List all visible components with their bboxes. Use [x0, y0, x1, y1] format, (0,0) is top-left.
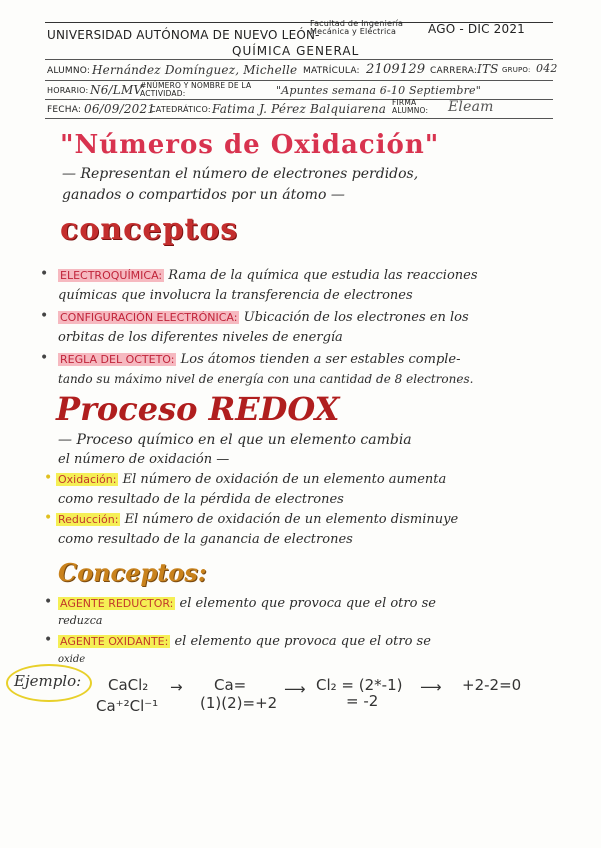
definition-line: El número de oxidación de un elemento aumenta: [122, 472, 447, 487]
firma-label: FIRMA ALUMNO:: [392, 98, 429, 115]
grupo-label: GRUPO:: [502, 66, 531, 74]
course-name: QUÍMICA GENERAL: [232, 44, 360, 58]
arrow-icon: ⟶: [420, 678, 442, 696]
definition-line: reduzca: [58, 614, 103, 627]
arrow-icon: →: [170, 678, 183, 696]
definition-line: como resultado de la pérdida de electrones: [58, 492, 344, 507]
carrera-label: CARRERA:: [430, 66, 478, 76]
horario-label: HORARIO:: [47, 86, 89, 95]
redox-item: [56, 472, 446, 487]
arrow-icon: ⟶: [284, 680, 306, 698]
student-label: ALUMNO:: [47, 66, 91, 76]
intro-line-1: — Representan el número de electrones perdidos,: [62, 166, 419, 182]
fecha-value: 06/09/2021: [84, 102, 156, 116]
definition-line: el elemento que provoca que el otro se: [174, 634, 431, 649]
term-highlight: ELECTROQUÍMICA:: [60, 269, 163, 282]
catedratico-value: Fatima J. Pérez Balquiarena: [212, 102, 387, 116]
step2-top: Cl₂ = (2*-1): [316, 676, 403, 694]
term-highlight: AGENTE REDUCTOR:: [60, 597, 174, 610]
term-highlight: AGENTE OXIDANTE:: [60, 635, 169, 648]
catedratico-label: CATEDRÁTICO:: [150, 105, 211, 114]
redox-intro-line-2: el número de oxidación —: [58, 452, 230, 467]
matricula-label: MATRÍCULA:: [303, 66, 360, 76]
term-highlight: REGLA DEL OCTETO:: [60, 353, 175, 366]
redox-intro-line-1: — Proceso químico en el que un elemento cambia: [58, 432, 412, 448]
formula-bottom: Ca⁺²Cl⁻¹: [96, 697, 159, 715]
header-divider: [45, 118, 553, 119]
university-name: UNIVERSIDAD AUTÓNOMA DE NUEVO LEÓN-: [47, 28, 320, 42]
concept-item: [58, 352, 461, 367]
matricula-value: 2109129: [366, 62, 426, 77]
definition-line: tando su máximo nivel de energía con una cantidad de 8 electrones.: [58, 372, 474, 386]
section-heading-redox: Proceso REDOX: [56, 390, 340, 428]
bullet: •: [44, 594, 53, 610]
term-highlight: CONFIGURACIÓN ELECTRÓNICA:: [60, 311, 238, 324]
activity-label: #NÚMERO Y NOMBRE DE LA ACTIVIDAD:: [140, 81, 252, 98]
carrera-value: ITS: [477, 62, 499, 76]
result: +2-2=0: [462, 676, 522, 694]
header-divider: [45, 59, 553, 60]
grupo-value: 042: [536, 62, 558, 75]
agent-item: [58, 634, 431, 649]
definition-line: Rama de la química que estudia las reacciones: [168, 268, 478, 283]
bullet: •: [40, 308, 49, 324]
section-heading-conceptos-2: Conceptos:: [58, 558, 207, 587]
definition-line: El número de oxidación de un elemento disminuye: [124, 512, 459, 527]
intro-line-2: ganados o compartidos por un átomo —: [62, 187, 345, 203]
period: AGO - DIC 2021: [428, 22, 526, 36]
definition-line: Los átomos tienden a ser estables comple-: [180, 352, 461, 367]
student-name: Hernández Domínguez, Michelle: [92, 63, 298, 77]
step1-bottom: (1)(2)=+2: [200, 694, 278, 712]
definition-line: químicas que involucra la transferencia de electrones: [58, 288, 413, 303]
page-title: "Números de Oxidación": [60, 130, 440, 160]
header-divider: [45, 80, 553, 81]
definition-line: como resultado de la ganancia de electrones: [58, 532, 353, 547]
agent-item: [58, 596, 436, 611]
fecha-label: FECHA:: [47, 105, 82, 115]
bullet: •: [40, 350, 49, 366]
definition-line: oxide: [58, 654, 86, 665]
bullet: •: [44, 510, 53, 526]
redox-item: [56, 512, 458, 527]
formula-top: CaCl₂: [108, 676, 149, 694]
term-highlight: Oxidación:: [58, 473, 117, 486]
definition-line: orbitas de los diferentes niveles de energía: [58, 330, 343, 345]
bullet: •: [44, 632, 53, 648]
concept-item: [58, 310, 469, 325]
concept-item: [58, 268, 478, 283]
definition-line: el elemento que provoca que el otro se: [179, 596, 436, 611]
signature: Eleam: [448, 99, 494, 115]
horario-value: N6/LMV: [90, 83, 143, 97]
bullet: •: [44, 470, 53, 486]
bullet: •: [40, 266, 49, 282]
section-heading-conceptos: conceptos: [60, 212, 239, 247]
term-highlight: Reducción:: [58, 513, 119, 526]
faculty-name: Facultad de Ingeniería Mecánica y Eléctrica: [310, 19, 404, 36]
example-label: Ejemplo:: [14, 672, 82, 690]
definition-line: Ubicación de los electrones en los: [243, 310, 469, 325]
step1-top: Ca=: [214, 676, 247, 694]
activity-value: "Apuntes semana 6-10 Septiembre": [276, 84, 482, 97]
step2-bottom: = -2: [346, 692, 379, 710]
